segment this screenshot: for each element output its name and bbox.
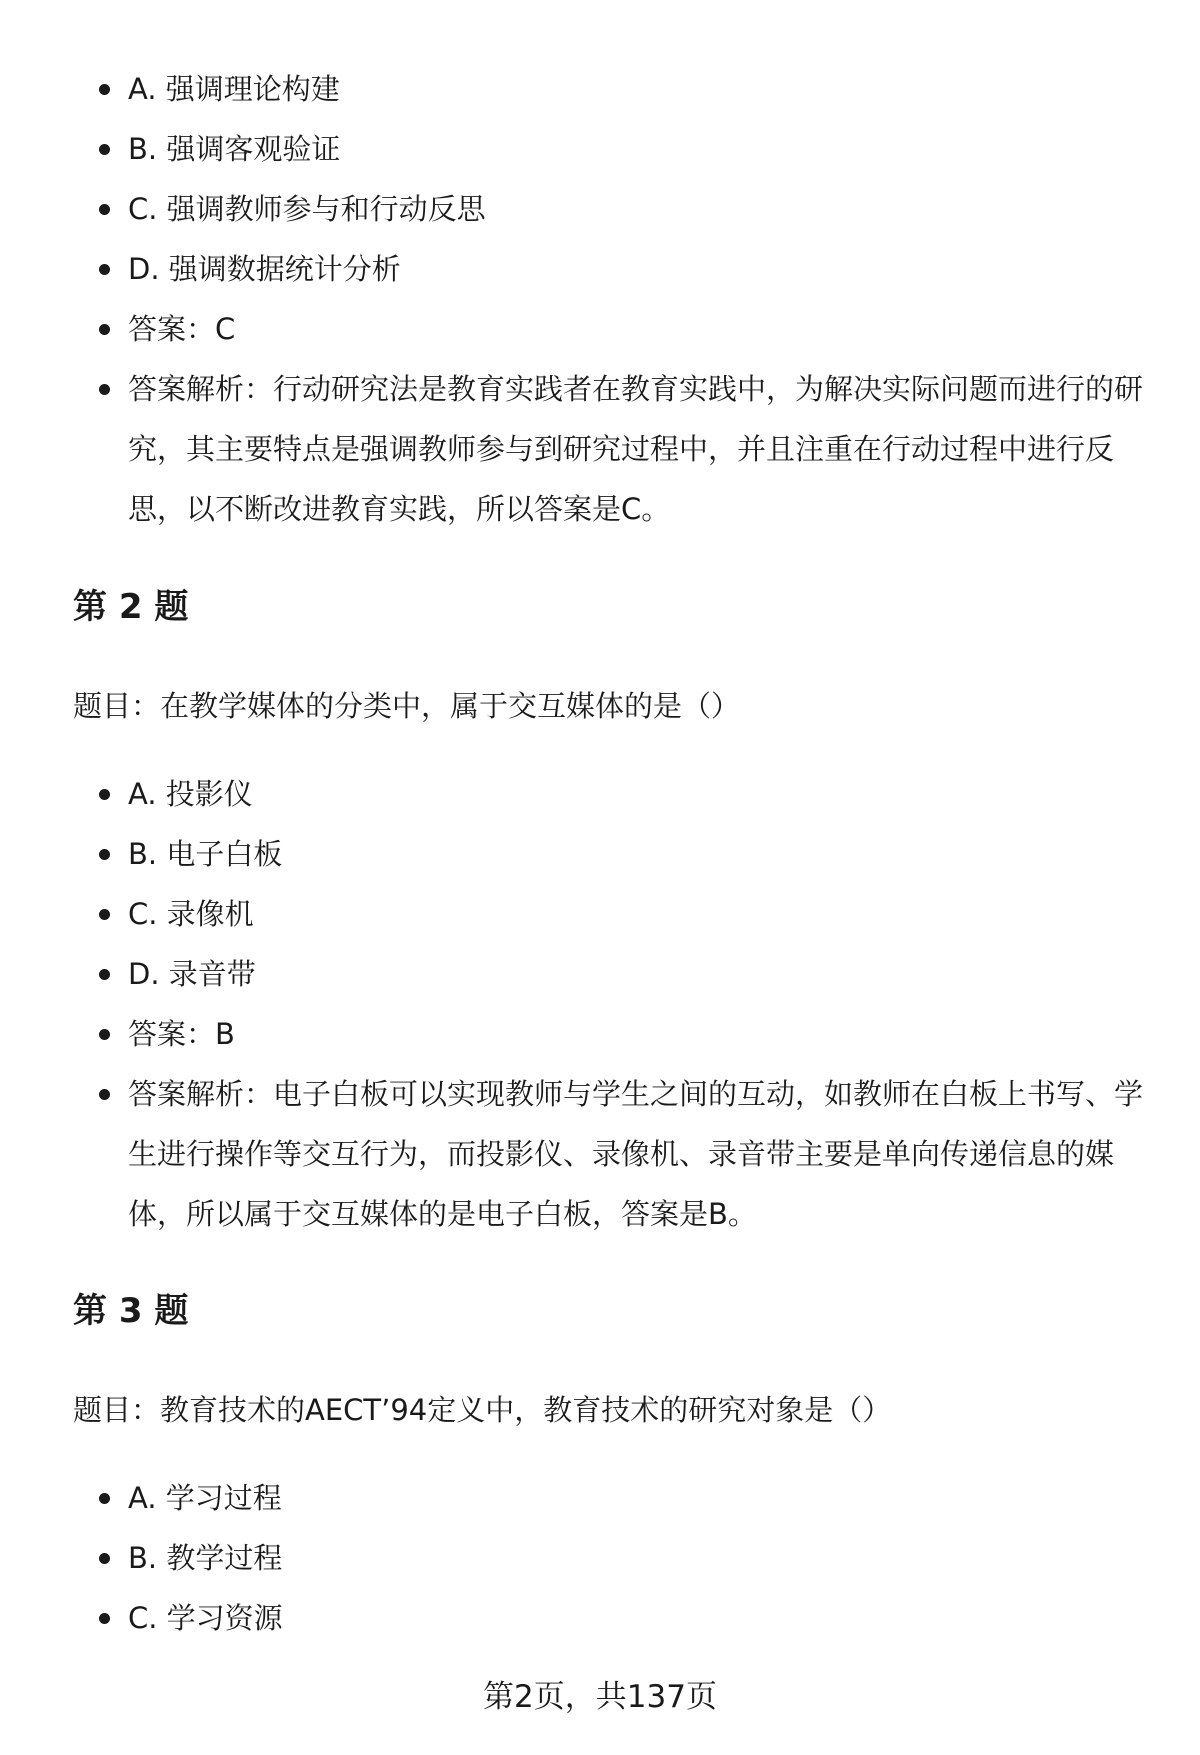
q3-option-a: A. 学习过程 <box>0 1468 1200 1528</box>
page-number-footer: 第2页，共137页 <box>483 1679 717 1715</box>
q3-heading: 第 3 题 <box>73 1291 189 1331</box>
q3-option-list <box>0 1468 1200 1648</box>
q3-option-b: B. 教学过程 <box>0 1528 1200 1588</box>
q1-option-c: C. 强调教师参与和行动反思 <box>0 179 1200 239</box>
q2-option-a: A. 投影仪 <box>0 764 1200 824</box>
q1-option-b: B. 强调客观验证 <box>0 119 1200 179</box>
q2-option-d: D. 录音带 <box>0 944 1200 1004</box>
q3-stem: 题目：教育技术的AECT’94定义中，教育技术的研究对象是（） <box>73 1393 892 1427</box>
q2-option-list <box>0 764 1200 1244</box>
q1-analysis: 答案解析：行动研究法是教育实践者在教育实践中，为解决实际问题而进行的研究，其主要特点是强调教师参与到研究过程中，并且注重在行动过程中进行反思，以不断改进教育实践，所以答案是C。 <box>0 359 1146 539</box>
q2-stem: 题目：在教学媒体的分类中，属于交互媒体的是（） <box>73 689 741 723</box>
q1-option-d: D. 强调数据统计分析 <box>0 239 1200 299</box>
q3-option-c: C. 学习资源 <box>0 1588 1200 1648</box>
q1-option-list <box>0 59 1200 539</box>
q1-option-a: A. 强调理论构建 <box>0 59 1200 119</box>
q2-option-c: C. 录像机 <box>0 884 1200 944</box>
q2-option-b: B. 电子白板 <box>0 824 1200 884</box>
q2-answer: 答案：B <box>0 1004 1200 1064</box>
q1-answer: 答案：C <box>0 299 1200 359</box>
q2-heading: 第 2 题 <box>73 587 189 627</box>
q2-analysis: 答案解析：电子白板可以实现教师与学生之间的互动，如教师在白板上书写、学生进行操作等交互行为，而投影仪、录像机、录音带主要是单向传递信息的媒体，所以属于交互媒体的是电子白板，答案是B。 <box>0 1064 1146 1244</box>
